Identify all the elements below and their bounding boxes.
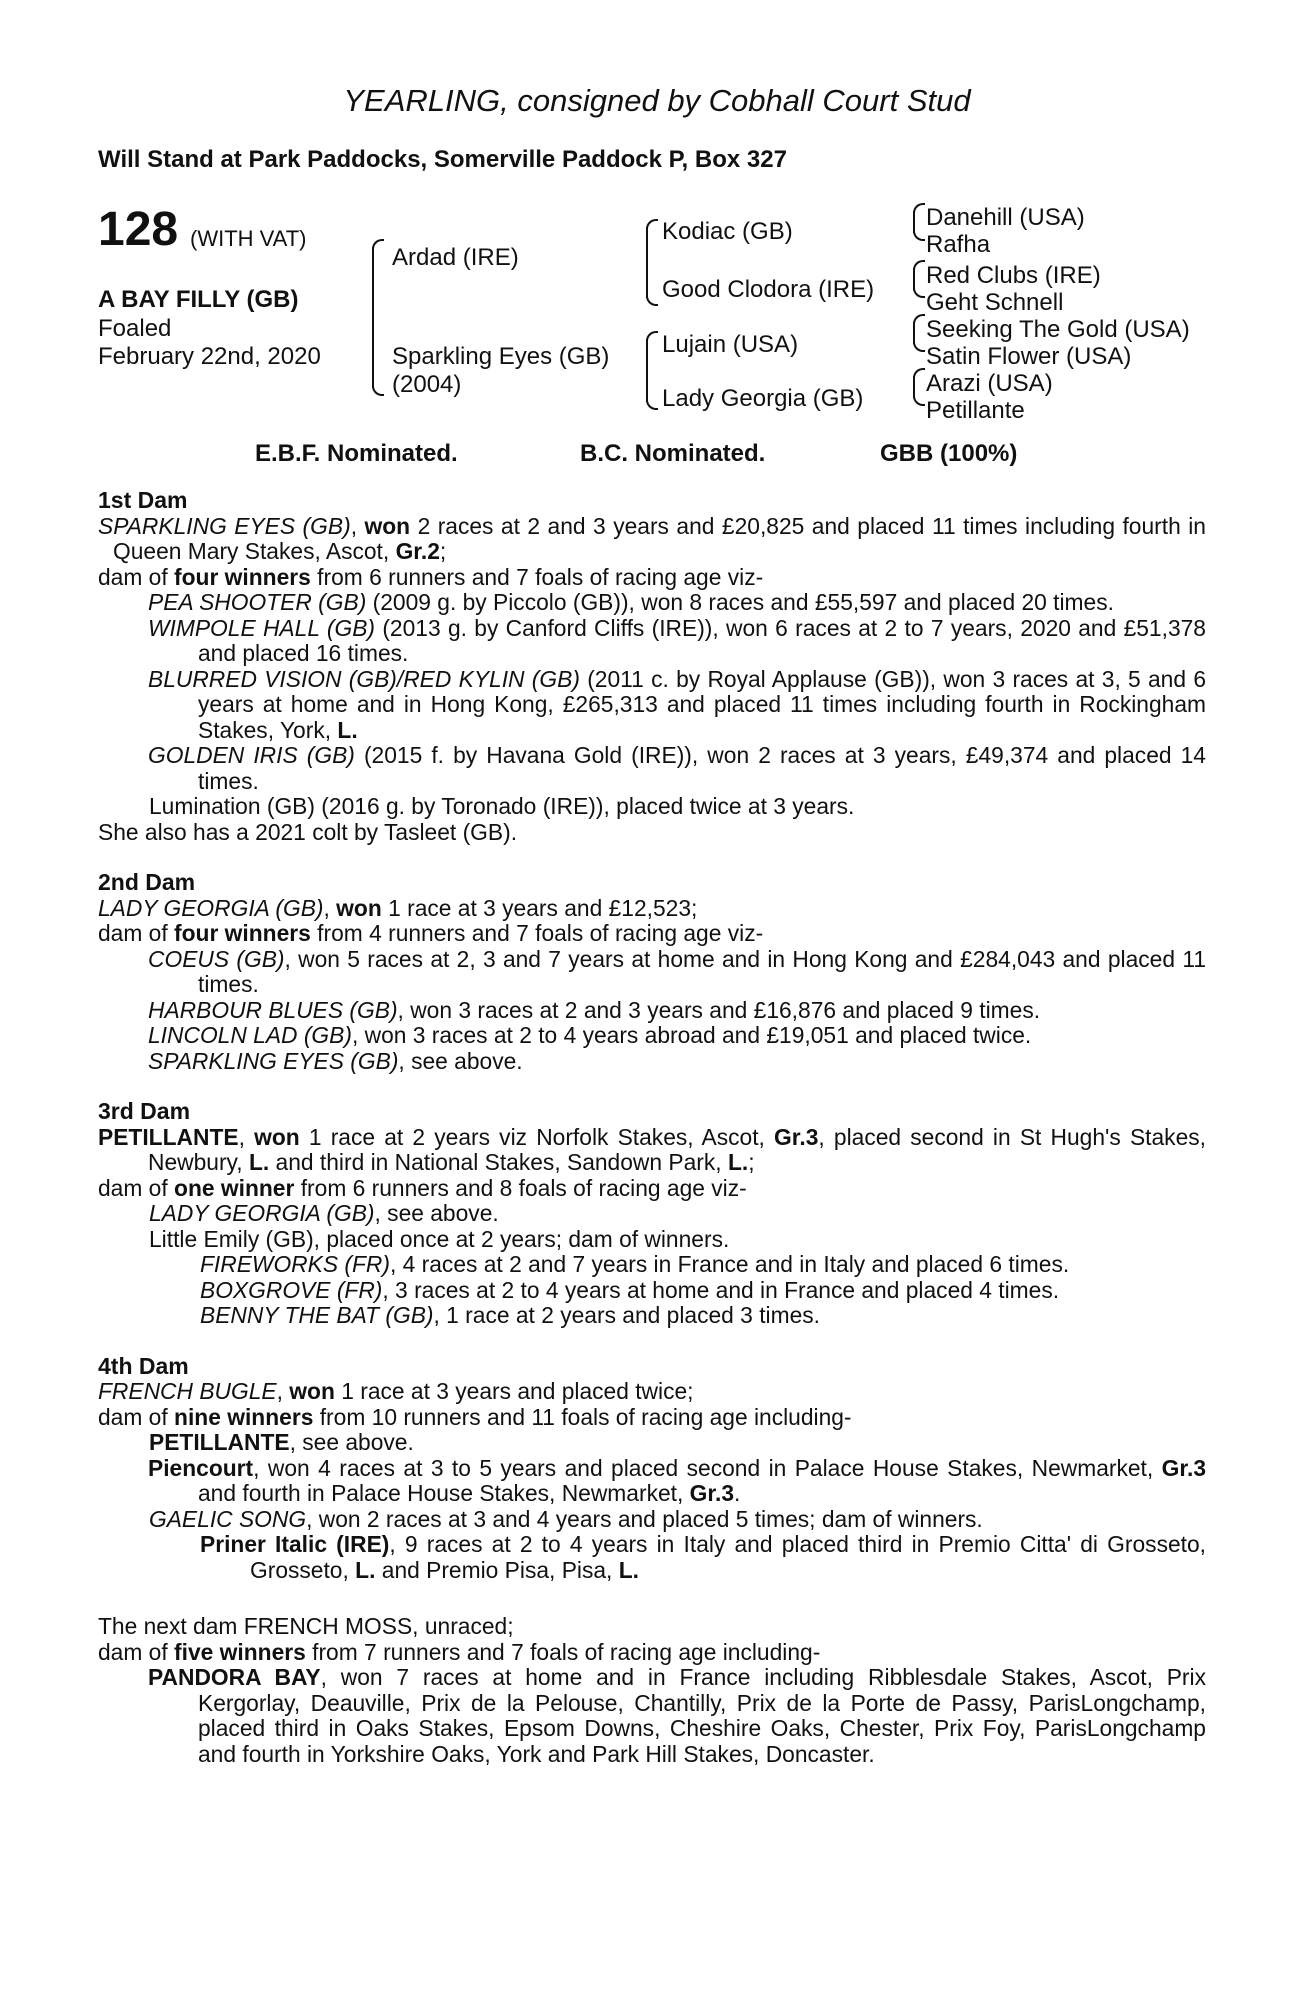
grand-produce-entry: FIREWORKS (FR), 4 races at 2 and 7 years in France and in Italy and placed 6 times.: [200, 1251, 1070, 1277]
ebf-nomination: E.B.F. Nominated.: [255, 440, 458, 467]
pedigree-brace-1: [372, 247, 374, 388]
dd-sire: Arazi (USA): [926, 370, 1053, 397]
gbb-rating: GBB (100%): [880, 440, 1018, 467]
lot-name: A BAY FILLY (GB): [98, 286, 299, 313]
dam-year: (2004): [392, 371, 462, 398]
produce-entry: COEUS (GB), won 5 races at 2, 3 and 7 years at home and in Hong Kong and £284,043 and placed 11 times.: [148, 945, 1206, 997]
next-dam-record: The next dam FRENCH MOSS, unraced;: [98, 1613, 514, 1639]
produce-entry: PETILLANTE, see above.: [149, 1429, 414, 1455]
sire: Ardad (IRE): [392, 244, 519, 271]
produce-entry: GAELIC SONG, won 2 races at 3 and 4 years and placed 5 times; dam of winners.: [149, 1505, 983, 1532]
dam-sire: Lujain (USA): [662, 331, 799, 358]
produce-entry: GOLDEN IRIS (GB) (2015 f. by Havana Gold (IRE)), won 2 races at 3 years, £49,374 and placed 14 times.: [148, 742, 1206, 794]
produce-entry: Piencourt, won 4 races at 3 to 5 years and placed second in Palace House Stakes, Newmarket, Gr.3 and fourth in Palace House Stakes, Newmarket, Gr.3.: [148, 1454, 1206, 1506]
ss-dam: Rafha: [926, 231, 991, 258]
pedigree-brace-3: [646, 339, 648, 402]
first-dam-produce-summary: dam of four winners from 6 runners and 7 foals of racing age viz-: [98, 563, 764, 590]
sire-dam: Good Clodora (IRE): [662, 276, 875, 303]
dam-dam: Lady Georgia (GB): [662, 385, 864, 412]
lot-number: 128: [98, 203, 179, 256]
produce-entry: LINCOLN LAD (GB), won 3 races at 2 to 4 years abroad and £19,051 and placed twice.: [148, 1022, 1032, 1048]
pedigree-brace-2: [646, 227, 648, 298]
second-dam-heading: 2nd Dam: [98, 869, 196, 895]
second-dam-record: LADY GEORGIA (GB), won 1 race at 3 years and £12,523;: [98, 894, 698, 921]
foaled-label: Foaled: [98, 315, 172, 342]
second-dam-produce-summary: dam of four winners from 4 runners and 7 foals of racing age viz-: [98, 920, 764, 946]
dam: Sparkling Eyes (GB): [392, 343, 610, 370]
produce-entry: Lumination (GB) (2016 g. by Toronado (IRE)), placed twice at 3 years.: [149, 793, 855, 819]
grand-produce-entry: BOXGROVE (FR), 3 races at 2 to 4 years at home and in France and placed 4 times.: [200, 1276, 1060, 1303]
foaled-date: February 22nd, 2020: [98, 343, 321, 370]
additional-produce: She also has a 2021 colt by Tasleet (GB).: [98, 818, 518, 845]
ds-dam: Satin Flower (USA): [926, 343, 1132, 370]
third-dam-heading: 3rd Dam: [98, 1098, 191, 1124]
fourth-dam-heading: 4th Dam: [98, 1352, 189, 1379]
pedigree-brace-6: [913, 322, 915, 344]
next-dam-produce-summary: dam of five winners from 7 runners and 7 foals of racing age including-: [98, 1638, 821, 1665]
grand-produce-entry: Priner Italic (IRE), 9 races at 2 to 4 years in Italy and placed third in Premio Citta' di Grosseto, Grosseto, L. and Premio Pisa, Pisa, L.: [200, 1531, 1206, 1583]
pedigree-brace-4: [913, 211, 915, 233]
produce-entry: PEA SHOOTER (GB) (2009 g. by Piccolo (GB)), won 8 races and £55,597 and placed 20 times.: [148, 589, 1114, 615]
sd-dam: Geht Schnell: [926, 289, 1064, 316]
dd-dam: Petillante: [926, 397, 1025, 424]
fourth-dam-produce-summary: dam of nine winners from 10 runners and 11 foals of racing age including-: [98, 1403, 852, 1430]
pedigree-brace-5: [913, 268, 915, 290]
produce-entry: Little Emily (GB), placed once at 2 years; dam of winners.: [149, 1225, 730, 1252]
sd-sire: Red Clubs (IRE): [926, 262, 1101, 289]
family-details: [98, 488, 1206, 1767]
produce-entry: HARBOUR BLUES (GB), won 3 races at 2 and 3 years and £16,876 and placed 9 times.: [148, 996, 1041, 1023]
fourth-dam-record: FRENCH BUGLE, won 1 race at 3 years and placed twice;: [98, 1378, 694, 1404]
produce-entry: BLURRED VISION (GB)/RED KYLIN (GB) (2011 c. by Royal Applause (GB)), won 3 races at 3, 5 and 6 years at home and in Hong Kong, £265,313 and placed 11 times including fourth in Rockingham Stakes, York, L.: [148, 665, 1206, 743]
pedigree-brace-7: [913, 376, 915, 398]
ss-sire: Danehill (USA): [926, 204, 1085, 231]
stand-location: Will Stand at Park Paddocks, Somerville Paddock P, Box 327: [98, 146, 787, 173]
produce-entry: WIMPOLE HALL (GB) (2013 g. by Canford Cliffs (IRE)), won 6 races at 2 to 7 years, 2020 and £51,378 and placed 16 times.: [148, 614, 1206, 666]
grand-produce-entry: BENNY THE BAT (GB), 1 race at 2 years and placed 3 times.: [200, 1302, 820, 1328]
sire-sire: Kodiac (GB): [662, 218, 793, 245]
vat-note: (WITH VAT): [190, 226, 307, 251]
foaled-info: [98, 315, 321, 371]
first-dam-record: SPARKLING EYES (GB), won 2 races at 2 and 3 years and £20,825 and placed 11 times including fourth in Queen Mary Stakes, Ascot, Gr.2;: [98, 512, 1206, 564]
bc-nomination: B.C. Nominated.: [580, 440, 766, 467]
dam-name: SPARKLING EYES (GB): [98, 512, 351, 539]
first-dam-heading: 1st Dam: [98, 487, 188, 513]
produce-entry: SPARKLING EYES (GB), see above.: [148, 1047, 523, 1074]
catalogue-header: YEARLING, consigned by Cobhall Court Stud: [343, 83, 971, 118]
third-dam-produce-summary: dam of one winner from 6 runners and 8 foals of racing age viz-: [98, 1174, 747, 1201]
third-dam-record: PETILLANTE, won 1 race at 2 years viz Norfolk Stakes, Ascot, Gr.3, placed second in St Hugh's Stakes, Newbury, L. and third in National Stakes, Sandown Park, L.;: [98, 1123, 1206, 1175]
produce-entry: LADY GEORGIA (GB), see above.: [149, 1200, 499, 1226]
ds-sire: Seeking The Gold (USA): [926, 316, 1190, 343]
produce-entry: PANDORA BAY, won 7 races at home and in France including Ribblesdale Stakes, Ascot, Prix Kergorlay, Deauville, Prix de la Pelouse, Chantilly, Prix de la Porte de Passy, ParisLongchamp, placed third in Oaks Stakes, Epsom Downs, Cheshire Oaks, Chester, Prix Foy, ParisLongchamp and fourth in Yorkshire Oaks, York and Park Hill Stakes, Doncaster.: [148, 1664, 1206, 1767]
